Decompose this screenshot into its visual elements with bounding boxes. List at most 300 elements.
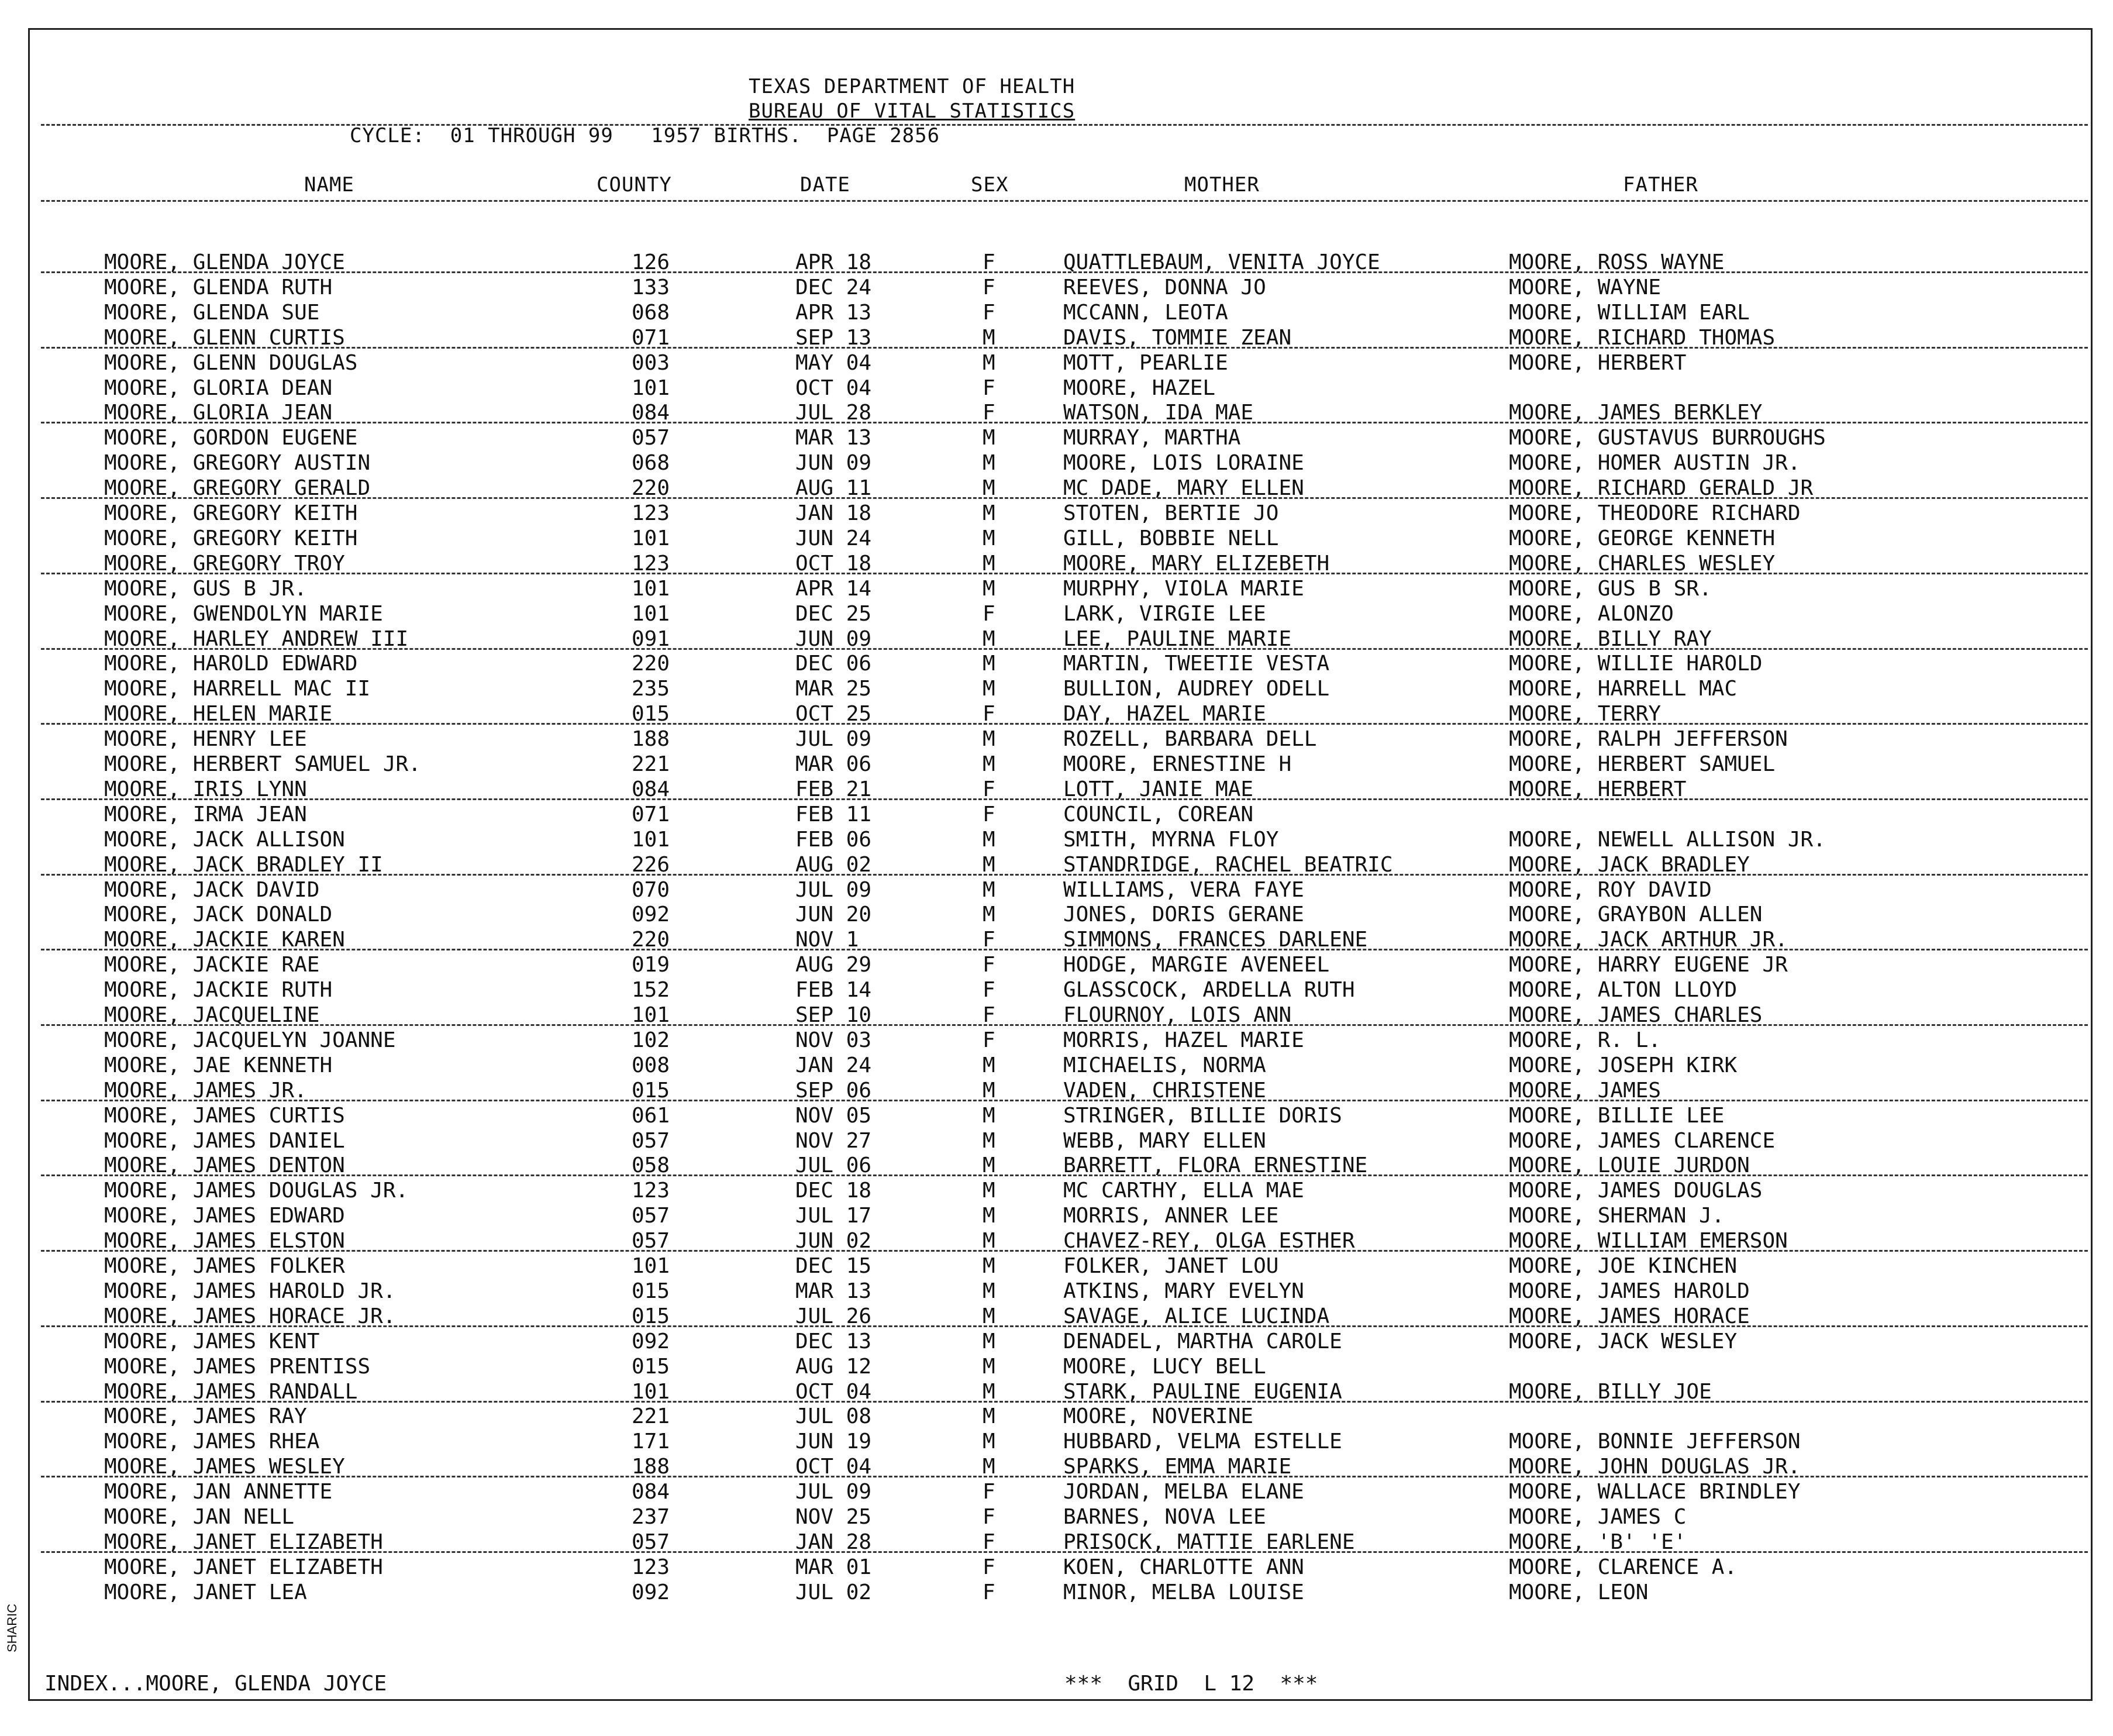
cell-name: MOORE, GLENN CURTIS [104, 325, 345, 350]
row-rule [41, 1250, 2088, 1252]
cell-name: MOORE, JAMES HAROLD JR. [104, 1279, 396, 1303]
cell-date: JAN 18 [795, 501, 872, 525]
cell-county: 123 [632, 1555, 670, 1579]
cell-date: DEC 25 [795, 601, 872, 626]
cell-sex: M [983, 426, 995, 450]
cell-county: 123 [632, 1179, 670, 1203]
cell-county: 015 [632, 702, 670, 726]
cell-sex: F [983, 1530, 995, 1554]
cell-county: 101 [632, 576, 670, 601]
row-rule [41, 798, 2088, 800]
cell-date: JUL 09 [795, 727, 872, 752]
cell-father: MOORE, JAMES C [1509, 1505, 1687, 1529]
cell-county: 015 [632, 1304, 670, 1328]
cell-county: 070 [632, 877, 670, 902]
cell-name: MOORE, HELEN MARIE [104, 702, 333, 726]
cell-county: 237 [632, 1505, 670, 1529]
cell-county: 003 [632, 350, 670, 375]
cell-mother: JORDAN, MELBA ELANE [1063, 1480, 1304, 1504]
cell-date: AUG 29 [795, 953, 872, 977]
cycle-line: CYCLE: 01 THROUGH 99 1957 BIRTHS. PAGE 2856 [350, 124, 940, 147]
table-row [0, 1129, 2113, 1153]
cell-county: 101 [632, 827, 670, 852]
cell-sex: F [983, 978, 995, 1003]
cell-father: MOORE, WAYNE [1509, 275, 1662, 299]
cell-name: MOORE, GWENDOLYN MARIE [104, 601, 383, 626]
cell-name: MOORE, JAMES DOUGLAS JR. [104, 1179, 409, 1203]
row-rule [41, 949, 2088, 950]
cell-name: MOORE, JAMES RANDALL [104, 1379, 358, 1404]
cell-father: MOORE, GRAYBON ALLEN [1509, 903, 1763, 927]
cell-sex: M [983, 476, 995, 501]
table-row [0, 903, 2113, 927]
cell-name: MOORE, GREGORY GERALD [104, 476, 371, 501]
row-rule [41, 347, 2088, 349]
cell-father: MOORE, GEORGE KENNETH [1509, 526, 1776, 550]
cell-county: 015 [632, 1279, 670, 1303]
cell-name: MOORE, JAMES KENT [104, 1329, 320, 1353]
cell-date: JUL 09 [795, 1480, 872, 1504]
cell-date: MAY 04 [795, 350, 872, 375]
cell-county: 084 [632, 401, 670, 425]
cell-sex: M [983, 1329, 995, 1353]
cell-mother: WATSON, IDA MAE [1063, 401, 1254, 425]
cell-sex: F [983, 802, 995, 826]
cell-sex: M [983, 1179, 995, 1203]
cell-sex: M [983, 325, 995, 350]
cell-father: MOORE, HERBERT [1509, 777, 1687, 801]
cell-date: MAR 25 [795, 677, 872, 701]
cell-father: MOORE, BILLY RAY [1509, 626, 1712, 651]
cell-name: MOORE, JAMES JR. [104, 1078, 307, 1103]
cell-county: 061 [632, 1103, 670, 1128]
table-row [0, 1329, 2113, 1354]
table-row [0, 878, 2113, 903]
cell-mother: HUBBARD, VELMA ESTELLE [1063, 1430, 1342, 1454]
cell-sex: F [983, 1505, 995, 1529]
cell-father: MOORE, ROY DAVID [1509, 877, 1712, 902]
cell-father: MOORE, JACK ARTHUR JR. [1509, 928, 1788, 952]
cell-date: JUL 28 [795, 401, 872, 425]
cell-name: MOORE, HARRELL MAC II [104, 677, 371, 701]
table-row [0, 577, 2113, 601]
cell-mother: SIMMONS, FRANCES DARLENE [1063, 928, 1368, 952]
cell-date: SEP 10 [795, 1003, 872, 1027]
cell-date: OCT 04 [795, 1379, 872, 1404]
cell-mother: REEVES, DONNA JO [1063, 275, 1266, 299]
cell-sex: F [983, 1580, 995, 1604]
cell-sex: F [983, 777, 995, 801]
cell-sex: M [983, 1053, 995, 1077]
cell-name: MOORE, JACKIE RAE [104, 953, 320, 977]
table-row [0, 1404, 2113, 1429]
cell-county: 152 [632, 978, 670, 1003]
cell-county: 220 [632, 652, 670, 676]
cell-sex: M [983, 1279, 995, 1303]
cell-county: 092 [632, 1580, 670, 1604]
cell-father: MOORE, ROSS WAYNE [1509, 250, 1725, 274]
cell-sex: F [983, 376, 995, 400]
cell-name: MOORE, JACQUELINE [104, 1003, 320, 1027]
row-rule [41, 1325, 2088, 1327]
table-row [0, 1179, 2113, 1203]
row-rule [41, 723, 2088, 725]
cell-father: MOORE, SHERMAN J. [1509, 1204, 1725, 1228]
table-row [0, 828, 2113, 852]
cell-name: MOORE, JANET LEA [104, 1580, 307, 1604]
cell-mother: MOTT, PEARLIE [1063, 350, 1228, 375]
cell-name: MOORE, GUS B JR. [104, 576, 307, 601]
cell-sex: F [983, 275, 995, 299]
cell-mother: MOORE, HAZEL [1063, 376, 1216, 400]
cell-sex: M [983, 626, 995, 651]
cell-county: 068 [632, 451, 670, 476]
cell-sex: M [983, 1254, 995, 1278]
cell-mother: MORRIS, ANNER LEE [1063, 1204, 1279, 1228]
cell-mother: FLOURNOY, LOIS ANN [1063, 1003, 1292, 1027]
cell-county: 235 [632, 677, 670, 701]
cell-name: MOORE, JAMES DENTON [104, 1153, 345, 1178]
cell-father: MOORE, WILLIE HAROLD [1509, 652, 1763, 676]
cell-father: MOORE, JACK BRADLEY [1509, 852, 1750, 877]
cell-mother: SAVAGE, ALICE LUCINDA [1063, 1304, 1330, 1328]
cell-father: MOORE, ALTON LLOYD [1509, 978, 1738, 1003]
cell-mother: FOLKER, JANET LOU [1063, 1254, 1279, 1278]
cell-mother: STOTEN, BERTIE JO [1063, 501, 1279, 525]
cell-sex: F [983, 953, 995, 977]
cell-county: 101 [632, 601, 670, 626]
table-row [0, 1279, 2113, 1304]
cell-name: MOORE, GLENDA SUE [104, 300, 320, 325]
cell-mother: SMITH, MYRNA FLOY [1063, 827, 1279, 852]
cell-mother: MINOR, MELBA LOUISE [1063, 1580, 1304, 1604]
cell-name: MOORE, GREGORY TROY [104, 551, 345, 576]
cell-date: MAR 06 [795, 752, 872, 776]
cell-sex: M [983, 350, 995, 375]
cell-name: MOORE, JACK DONALD [104, 903, 333, 927]
cell-sex: M [983, 551, 995, 576]
cell-date: JUL 09 [795, 877, 872, 902]
table-row [0, 1254, 2113, 1279]
row-rule [41, 422, 2088, 423]
cell-father: MOORE, 'B' 'E' [1509, 1530, 1687, 1554]
cell-mother: DAY, HAZEL MARIE [1063, 702, 1266, 726]
agency-title: TEXAS DEPARTMENT OF HEALTH [749, 75, 1076, 98]
cell-county: 220 [632, 476, 670, 501]
cell-name: MOORE, JACK DAVID [104, 877, 320, 902]
cell-county: 133 [632, 275, 670, 299]
cell-date: APR 13 [795, 300, 872, 325]
cell-county: 092 [632, 903, 670, 927]
cell-county: 123 [632, 501, 670, 525]
col-date: DATE [800, 173, 850, 197]
table-row [0, 301, 2113, 325]
table-row [0, 1480, 2113, 1504]
cell-father: MOORE, HARRELL MAC [1509, 677, 1738, 701]
row-rule [41, 648, 2088, 650]
cell-county: 057 [632, 1530, 670, 1554]
cell-name: MOORE, GLENDA RUTH [104, 275, 333, 299]
cell-date: JUN 20 [795, 903, 872, 927]
cell-county: 057 [632, 426, 670, 450]
cell-father: MOORE, CHARLES WESLEY [1509, 551, 1776, 576]
cell-sex: M [983, 877, 995, 902]
table-row [0, 451, 2113, 476]
cell-date: NOV 27 [795, 1128, 872, 1153]
cell-name: MOORE, JAMES PRENTISS [104, 1354, 371, 1379]
cell-date: MAR 13 [795, 426, 872, 450]
cell-mother: STRINGER, BILLIE DORIS [1063, 1103, 1342, 1128]
cell-father: MOORE, BILLIE LEE [1509, 1103, 1725, 1128]
cell-mother: VADEN, CHRISTENE [1063, 1078, 1266, 1103]
cell-county: 123 [632, 551, 670, 576]
cell-county: 092 [632, 1329, 670, 1353]
cell-mother: LEE, PAULINE MARIE [1063, 626, 1292, 651]
cell-date: FEB 21 [795, 777, 872, 801]
cell-name: MOORE, GREGORY KEITH [104, 501, 358, 525]
cell-sex: M [983, 1354, 995, 1379]
cell-mother: KOEN, CHARLOTTE ANN [1063, 1555, 1304, 1579]
cell-sex: M [983, 1153, 995, 1178]
cell-county: 171 [632, 1430, 670, 1454]
table-row [0, 1028, 2113, 1053]
table-row [0, 501, 2113, 526]
cell-mother: MOORE, LUCY BELL [1063, 1354, 1266, 1379]
cell-date: OCT 25 [795, 702, 872, 726]
cell-name: MOORE, JACKIE RUTH [104, 978, 333, 1003]
cell-mother: MC DADE, MARY ELLEN [1063, 476, 1304, 501]
cell-father: MOORE, JAMES CHARLES [1509, 1003, 1763, 1027]
cell-date: JUN 19 [795, 1430, 872, 1454]
cell-county: 101 [632, 1379, 670, 1404]
cell-name: MOORE, JACKIE KAREN [104, 928, 345, 952]
cell-mother: DAVIS, TOMMIE ZEAN [1063, 325, 1292, 350]
cell-name: MOORE, GORDON EUGENE [104, 426, 358, 450]
cell-county: 008 [632, 1053, 670, 1077]
cell-mother: CHAVEZ-REY, OLGA ESTHER [1063, 1229, 1355, 1253]
cell-father: MOORE, GUS B SR. [1509, 576, 1712, 601]
cell-mother: MOORE, LOIS LORAINE [1063, 451, 1304, 476]
row-rule [41, 1401, 2088, 1403]
cell-county: 101 [632, 526, 670, 550]
cell-father: MOORE, NEWELL ALLISON JR. [1509, 827, 1826, 852]
cell-sex: M [983, 903, 995, 927]
cell-sex: M [983, 1229, 995, 1253]
cell-date: JUN 24 [795, 526, 872, 550]
cell-mother: GILL, BOBBIE NELL [1063, 526, 1279, 550]
table-row [0, 376, 2113, 401]
table-row [0, 1104, 2113, 1128]
cell-date: AUG 02 [795, 852, 872, 877]
cell-mother: MURPHY, VIOLA MARIE [1063, 576, 1304, 601]
cell-date: DEC 24 [795, 275, 872, 299]
cell-date: DEC 06 [795, 652, 872, 676]
cell-name: MOORE, JAMES RAY [104, 1404, 307, 1429]
cell-father: MOORE, JAMES HORACE [1509, 1304, 1750, 1328]
cell-county: 015 [632, 1078, 670, 1103]
cell-date: FEB 11 [795, 802, 872, 826]
grid-label: *** GRID L 12 *** [1064, 1672, 1318, 1696]
table-row [0, 1204, 2113, 1228]
table-row [0, 727, 2113, 752]
cell-sex: F [983, 1028, 995, 1052]
cell-father: MOORE, HARRY EUGENE JR [1509, 953, 1788, 977]
cell-county: 188 [632, 727, 670, 752]
cell-sex: M [983, 1128, 995, 1153]
cell-mother: MICHAELIS, NORMA [1063, 1053, 1266, 1077]
cell-father: MOORE, R. L. [1509, 1028, 1662, 1052]
cell-father: MOORE, JAMES CLARENCE [1509, 1128, 1776, 1153]
column-header-rule [41, 200, 2088, 202]
cell-father: MOORE, TERRY [1509, 702, 1662, 726]
cell-father: MOORE, THEODORE RICHARD [1509, 501, 1801, 525]
cell-name: MOORE, JACK BRADLEY II [104, 852, 383, 877]
cell-name: MOORE, HERBERT SAMUEL JR. [104, 752, 421, 776]
cell-county: 101 [632, 376, 670, 400]
cell-father: MOORE, WILLIAM EARL [1509, 300, 1750, 325]
row-rule [41, 497, 2088, 499]
cell-date: NOV 03 [795, 1028, 872, 1052]
cell-sex: M [983, 1103, 995, 1128]
cell-mother: MOORE, ERNESTINE H [1063, 752, 1292, 776]
cell-mother: BARRETT, FLORA ERNESTINE [1063, 1153, 1368, 1178]
cell-mother: STANDRIDGE, RACHEL BEATRIC [1063, 852, 1393, 877]
cell-date: JAN 24 [795, 1053, 872, 1077]
cell-sex: M [983, 852, 995, 877]
cell-mother: MARTIN, TWEETIE VESTA [1063, 652, 1330, 676]
cell-sex: M [983, 451, 995, 476]
table-row [0, 351, 2113, 376]
cell-mother: MURRAY, MARTHA [1063, 426, 1241, 450]
cell-date: JUL 17 [795, 1204, 872, 1228]
cell-father: MOORE, RICHARD GERALD JR [1509, 476, 1814, 501]
cell-sex: M [983, 1304, 995, 1328]
cell-county: 188 [632, 1455, 670, 1479]
table-row [0, 1555, 2113, 1580]
cell-father: MOORE, ALONZO [1509, 601, 1674, 626]
row-rule [41, 874, 2088, 876]
cell-sex: M [983, 526, 995, 550]
cell-mother: HODGE, MARGIE AVENEEL [1063, 953, 1330, 977]
cell-mother: MORRIS, HAZEL MARIE [1063, 1028, 1304, 1052]
cell-father: MOORE, BONNIE JEFFERSON [1509, 1430, 1801, 1454]
cell-mother: ROZELL, BARBARA DELL [1063, 727, 1317, 752]
row-rule [41, 1551, 2088, 1553]
cell-name: MOORE, GLENDA JOYCE [104, 250, 345, 274]
cell-sex: M [983, 576, 995, 601]
cell-mother: WEBB, MARY ELLEN [1063, 1128, 1266, 1153]
table-row [0, 978, 2113, 1003]
cell-name: MOORE, GREGORY KEITH [104, 526, 358, 550]
cell-name: MOORE, HENRY LEE [104, 727, 307, 752]
cell-name: MOORE, HARLEY ANDREW III [104, 626, 409, 651]
row-rule [41, 1476, 2088, 1477]
cell-sex: M [983, 1204, 995, 1228]
cell-father: MOORE, JAMES DOUGLAS [1509, 1179, 1763, 1203]
col-name: NAME [304, 173, 354, 197]
cell-name: MOORE, JACK ALLISON [104, 827, 345, 852]
cell-name: MOORE, JAMES ELSTON [104, 1229, 345, 1253]
cell-date: DEC 15 [795, 1254, 872, 1278]
cell-name: MOORE, JAMES FOLKER [104, 1254, 345, 1278]
cell-sex: F [983, 1555, 995, 1579]
cell-date: FEB 06 [795, 827, 872, 852]
cell-sex: F [983, 401, 995, 425]
cell-date: JUL 02 [795, 1580, 872, 1604]
cell-father: MOORE, JOE KINCHEN [1509, 1254, 1738, 1278]
cell-date: JUL 08 [795, 1404, 872, 1429]
cell-father: MOORE, WALLACE BRINDLEY [1509, 1480, 1801, 1504]
col-county: COUNTY [597, 173, 672, 197]
cell-sex: F [983, 1480, 995, 1504]
cell-mother: WILLIAMS, VERA FAYE [1063, 877, 1304, 902]
cell-mother: BULLION, AUDREY ODELL [1063, 677, 1330, 701]
table-row [0, 1355, 2113, 1379]
cell-county: 058 [632, 1153, 670, 1178]
cell-date: NOV 05 [795, 1103, 872, 1128]
table-row [0, 1580, 2113, 1605]
cell-father: MOORE, JOHN DOUGLAS JR. [1509, 1455, 1801, 1479]
cell-county: 071 [632, 325, 670, 350]
cell-county: 220 [632, 928, 670, 952]
cell-date: SEP 13 [795, 325, 872, 350]
cell-name: MOORE, IRIS LYNN [104, 777, 307, 801]
cell-father: MOORE, HERBERT [1509, 350, 1687, 375]
cell-sex: F [983, 928, 995, 952]
table-row [0, 1053, 2113, 1078]
table-row [0, 652, 2113, 676]
cell-mother: LOTT, JANIE MAE [1063, 777, 1254, 801]
index-label: INDEX...MOORE, GLENDA JOYCE [44, 1672, 387, 1696]
cell-father: MOORE, LOUIE JURDON [1509, 1153, 1750, 1178]
cell-father: MOORE, LEON [1509, 1580, 1649, 1604]
cell-county: 221 [632, 1404, 670, 1429]
cell-father: MOORE, WILLIAM EMERSON [1509, 1229, 1788, 1253]
row-rule [41, 1174, 2088, 1176]
cell-name: MOORE, JAN ANNETTE [104, 1480, 333, 1504]
cell-county: 019 [632, 953, 670, 977]
cell-date: OCT 04 [795, 1455, 872, 1479]
cell-date: DEC 13 [795, 1329, 872, 1353]
cell-county: 057 [632, 1204, 670, 1228]
cell-county: 068 [632, 300, 670, 325]
cell-mother: STARK, PAULINE EUGENIA [1063, 1379, 1342, 1404]
cell-date: NOV 1 [795, 928, 859, 952]
cell-county: 221 [632, 752, 670, 776]
table-row [0, 275, 2113, 300]
cell-date: SEP 06 [795, 1078, 872, 1103]
table-row [0, 426, 2113, 450]
cell-name: MOORE, GLENN DOUGLAS [104, 350, 358, 375]
cell-sex: F [983, 250, 995, 274]
cell-mother: MCCANN, LEOTA [1063, 300, 1228, 325]
cell-county: 102 [632, 1028, 670, 1052]
cell-father: MOORE, GUSTAVUS BURROUGHS [1509, 426, 1826, 450]
table-row [0, 752, 2113, 777]
cell-mother: DENADEL, MARTHA CAROLE [1063, 1329, 1342, 1353]
cell-name: MOORE, HAROLD EDWARD [104, 652, 358, 676]
cell-date: FEB 14 [795, 978, 872, 1003]
table-row [0, 677, 2113, 701]
cell-name: MOORE, IRMA JEAN [104, 802, 307, 826]
col-mother: MOTHER [1184, 173, 1260, 197]
cell-father: MOORE, JAMES BERKLEY [1509, 401, 1763, 425]
cell-sex: F [983, 702, 995, 726]
cell-name: MOORE, JAMES HORACE JR. [104, 1304, 396, 1328]
cell-mother: ATKINS, MARY EVELYN [1063, 1279, 1304, 1303]
cell-date: OCT 18 [795, 551, 872, 576]
bureau-title: BUREAU OF VITAL STATISTICS [749, 99, 1076, 123]
